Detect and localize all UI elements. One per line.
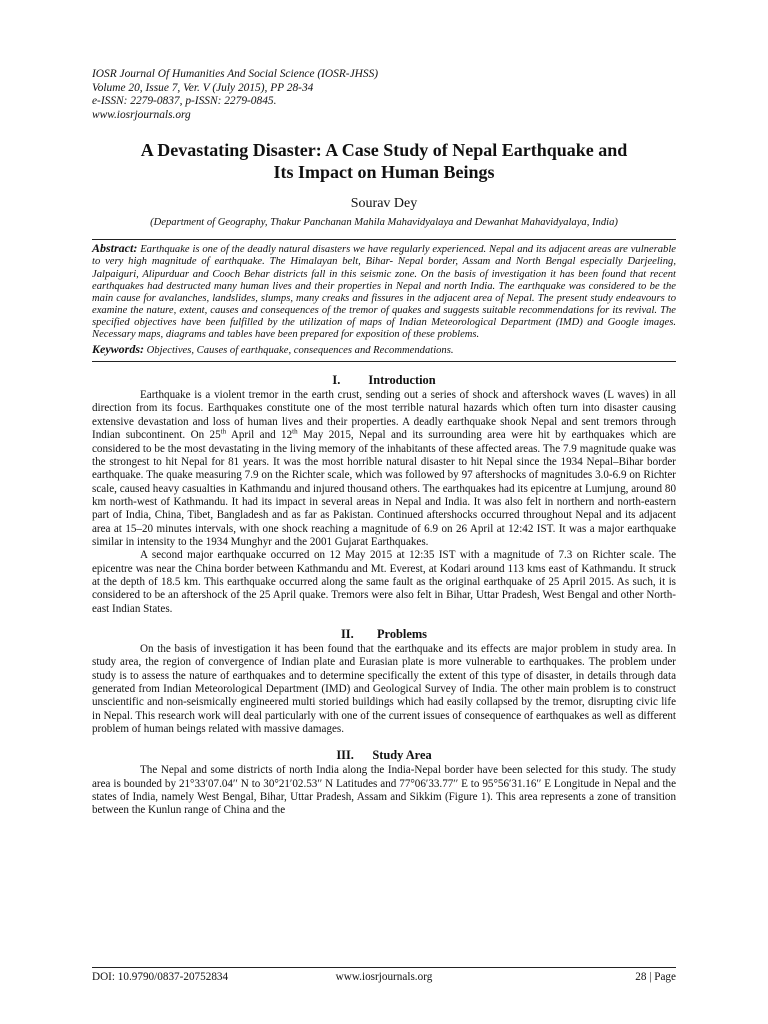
intro-p1-part-c: May 2015, Nepal and its surrounding area were hit by earthquakes which are considered to be the most devastating in the living memory of the inhabitants of these affected areas. The 7.9 magnitude quake was the strongest to hit Nepal for 81 years. It was the most horrible natural disaster to hit Nepal since the 1934 Nepal–Bihar border earthquake. The quake measuring 7.9 on the Richter scale, which was followed by 97 aftershocks of magnitudes 3.0-6.9 on Richter scale, caused heavy casualties in Kathmandu and injured thousand others. The earthquakes had its epicentre at Lumjung, around 80 km north-west of Kathmandu. It had its impact in several areas in Nepal and India. It was also felt in northern and north-eastern part of India, China, Tibet, Bangladesh and as far as Pakistan. Continued aftershocks occurred throughout Nepal and its adjacent area at 15–20 minutes intervals, with one shock reaching a magnitude of 6.9 on 26 April at 12:42 IST. It was a major earthquake similar in intensity to the 1934 Munghyr and the 2001 Gujarat Earthquakes. (92, 429, 676, 548)
abstract-label: Abstract: (92, 241, 138, 256)
section-title: Introduction (368, 373, 436, 388)
title-line-2: Its Impact on Human Beings (273, 162, 495, 183)
page-footer (92, 967, 676, 985)
intro-paragraph-2: A second major earthquake occurred on 12 May 2015 at 12:35 IST with a magnitude of 7.3 on Richter scale. The epicentre was near the China border between Kathmandu and Mt. Everest, at Kodari around 113 kms east of Kathmandu. It struck at the depth of 18.5 km. This earthquake occurred along the same fault as the original earthquake of 25 April 2015. As such, it is considered to be an aftershock of the 25 April quake. Tremors were also felt in Bihar, Uttar Pradesh, West Bengal and other North-east Indian States. (92, 549, 676, 615)
journal-issn: e-ISSN: 2279-0837, p-ISSN: 2279-0845. (92, 95, 277, 108)
section-number: I. (332, 373, 341, 388)
keywords-text: Objectives, Causes of earthquake, consequences and Recommendations. (146, 345, 454, 357)
section-heading-study-area (92, 748, 676, 763)
footer-rule (92, 967, 676, 968)
section-heading-introduction (92, 373, 676, 388)
author-affiliation: (Department of Geography, Thakur Panchanan Mahila Mahavidyalaya and Dewanhat Mahavidyalaya, India) (150, 217, 618, 229)
intro-paragraph-1 (92, 389, 676, 549)
footer-page-number: 28 | Page (635, 971, 676, 983)
title-line-1: A Devastating Disaster: A Case Study of Nepal Earthquake and (140, 140, 628, 161)
abstract (92, 242, 676, 341)
superscript-th: th (220, 427, 227, 436)
abstract-text: Earthquake is one of the deadly natural disasters we have regularly experienced. Nepal and its adjacent areas are vulnerable to very high magnitude of earthquake. The Himalayan belt, Bihar- Nepal border, Assam and North Bengal especially Darjeeling, Jalpaiguri, Alipurduar and Cooch Behar districts fall in this seismic zone. On the basis of investigation it has been found that recent earthquakes had destructed many human lives and their properties in Nepal and north India. The earthquake was considered to be the main cause for avalanches, landslides, slumps, many creaks and fissures in the adjacent area of Nepal. The present study endeavours to examine the nature, extent, causes and consequences of the tremor of quakes and suggests suitable recommendations for its revival. The specified objectives have been fulfilled by the utilization of maps of Indian Meteorological Department (IMD) and Google images. Necessary maps, diagrams and tables have been prepared for exposition of these problems. (92, 244, 676, 341)
abstract-bottom-rule (92, 361, 676, 362)
intro-p1-part-a: Earthquake is a violent tremor in the earth crust, sending out a series of shock and aftershock waves (L waves) in all direction from its focus. Earthquakes constitute one of the most terrible natural hazards which often turn into disaster causing extensive devastation and loss of human lives and their properties. A deadly earthquake shook Nepal and sent tremors through Indian subcontinent. On 25 (92, 389, 676, 442)
section-heading-problems (92, 627, 676, 642)
journal-website: www.iosrjournals.org (92, 108, 191, 121)
intro-p1-part-b: April and 12 (226, 429, 293, 442)
section-number: II. (340, 626, 354, 641)
journal-name: IOSR Journal Of Humanities And Social Science (IOSR-JHSS) (92, 68, 379, 80)
footer-row (92, 971, 676, 985)
journal-volume: Volume 20, Issue 7, Ver. V (July 2015), PP 28-34 (92, 81, 314, 94)
keywords (92, 342, 676, 358)
paper-page (92, 68, 676, 818)
author-name: Sourav Dey (350, 196, 418, 212)
abstract-top-rule (92, 239, 676, 240)
footer-website: www.iosrjournals.org (335, 971, 433, 983)
superscript-th: th (292, 427, 298, 436)
journal-header (92, 68, 676, 122)
footer-doi: DOI: 10.9790/0837-20752834 (92, 971, 229, 983)
problems-paragraph: On the basis of investigation it has been found that the earthquake and its effects are major problem in study area. In study area, the region of convergence of Indian plate and Eurasian plate is more vulnerable to earthquakes. The problem under study is to assess the nature of earthquakes and to determine specifically the extent of this type of disaster, in details through data generated from Indian Meteorological Department (IMD) and Geological Survey of India. The other main problem is to construct unscientific and non-seismically engineered multi storied buildings which had easily collapsed by the tremor, disrupting civic life in Nepal. This research work will deal particularly with one of the current issues of consequence of earthquakes as well as different problem of human beings related with massive damages. (92, 642, 676, 736)
section-title: Problems (376, 626, 428, 641)
keywords-label: Keywords: (92, 342, 144, 357)
study-area-paragraph: The Nepal and some districts of north India along the India-Nepal border have been selected for this study. The study area is bounded by 21°33′07.04′′ N to 30°21′02.53′′ N Latitudes and 77°06′33.77′′ E to 95°56′31.16′′ E Longitude in Nepal and the states of India, namely West Bengal, Bihar, Uttar Pradesh, Assam and Sikkim (Figure 1). This area represents a zone of transition between the Kunlun range of China and the (92, 764, 676, 817)
section-title: Study Area (372, 748, 432, 763)
paper-title (92, 139, 676, 183)
section-number: III. (336, 748, 354, 763)
